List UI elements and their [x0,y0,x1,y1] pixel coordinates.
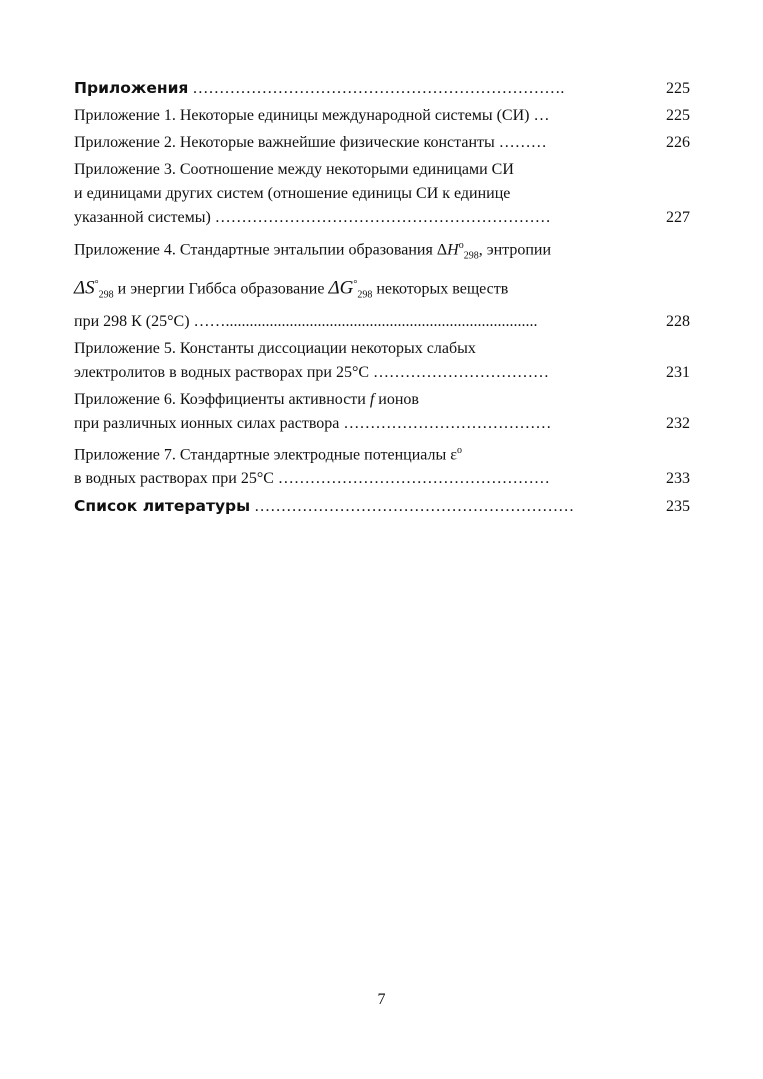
toc-line: Приложение 3. Соотношение между некоторыми единицами СИ [74,161,514,178]
toc-page: 227 [666,209,690,226]
toc-line: Приложение 5. Константы диссоциации некоторых слабых [74,340,476,358]
toc-entry-appendix-6[interactable]: Приложение 6. Коэффициенты активности f ионов при различных ионных силах раствора ………………………………… 232 [74,388,690,436]
toc-page: 226 [666,134,690,151]
toc-line: электролитов в водных растворах при 25°С …………………………… [74,364,550,382]
toc-line: при 298 К (25°С) …….............................................................................. [74,313,538,331]
toc-page: 232 [666,415,690,433]
table-of-contents [74,76,690,519]
entropy-symbol: ΔS [74,276,95,298]
activity-coefficient-symbol: f [369,391,375,409]
toc-page: 228 [666,313,690,331]
toc-entry-appendix-7[interactable]: Приложение 7. Стандартные электродные потенциалы $\varepsilon^o$ в водных растворах при 25°С …………………………………………… 233 [74,439,690,491]
toc-entry-appendix-4[interactable]: Приложение 4. Стандартные энтальпии образования $\Delta H^o_{298}$, энтропии $\Delta S^\circ_{298}$ и энергии Гиббса образование $\Delta G^\circ_{298}$ некоторых веществ при 298 К (25°С) …….............................................................................. 228 [74,233,690,334]
toc-title: Приложения [74,79,189,97]
toc-line: в водных растворах при 25°С …………………………………………… [74,470,550,488]
toc-entry-appendices[interactable] [74,76,690,101]
toc-entry-appendix-3[interactable] [74,158,690,230]
toc-dots: …………………………………………………… [250,498,575,516]
toc-page: 235 [666,498,690,516]
toc-entry-references[interactable] [74,494,690,519]
gibbs-symbol: ΔG [328,276,354,298]
toc-page: 231 [666,364,690,382]
toc-page: 225 [666,107,690,124]
toc-line: и единицами других систем (отношение единицы СИ к единице [74,185,511,202]
toc-page: 225 [666,80,690,97]
toc-page: 233 [666,470,690,488]
enthalpy-symbol: H [447,241,459,259]
toc-line: указанной системы) ……………………………………………………… [74,209,551,226]
toc-title: Список литературы [74,497,251,516]
toc-line: при различных ионных силах раствора ………………………………… [74,415,552,433]
toc-title: Приложение 2. Некоторые важнейшие физические константы ……… [74,134,547,151]
toc-entry-appendix-1[interactable] [74,104,690,128]
toc-line-text: Приложение 4. Стандартные энтальпии образования Δ [74,241,448,259]
toc-entry-appendix-5[interactable] [74,337,690,385]
toc-entry-appendix-2[interactable] [74,131,690,155]
page-number: 7 [377,991,386,1008]
toc-title: Приложение 1. Некоторые единицы международной системы (СИ) … [74,107,550,124]
toc-dots: ……………………………………………………………. [188,80,565,97]
